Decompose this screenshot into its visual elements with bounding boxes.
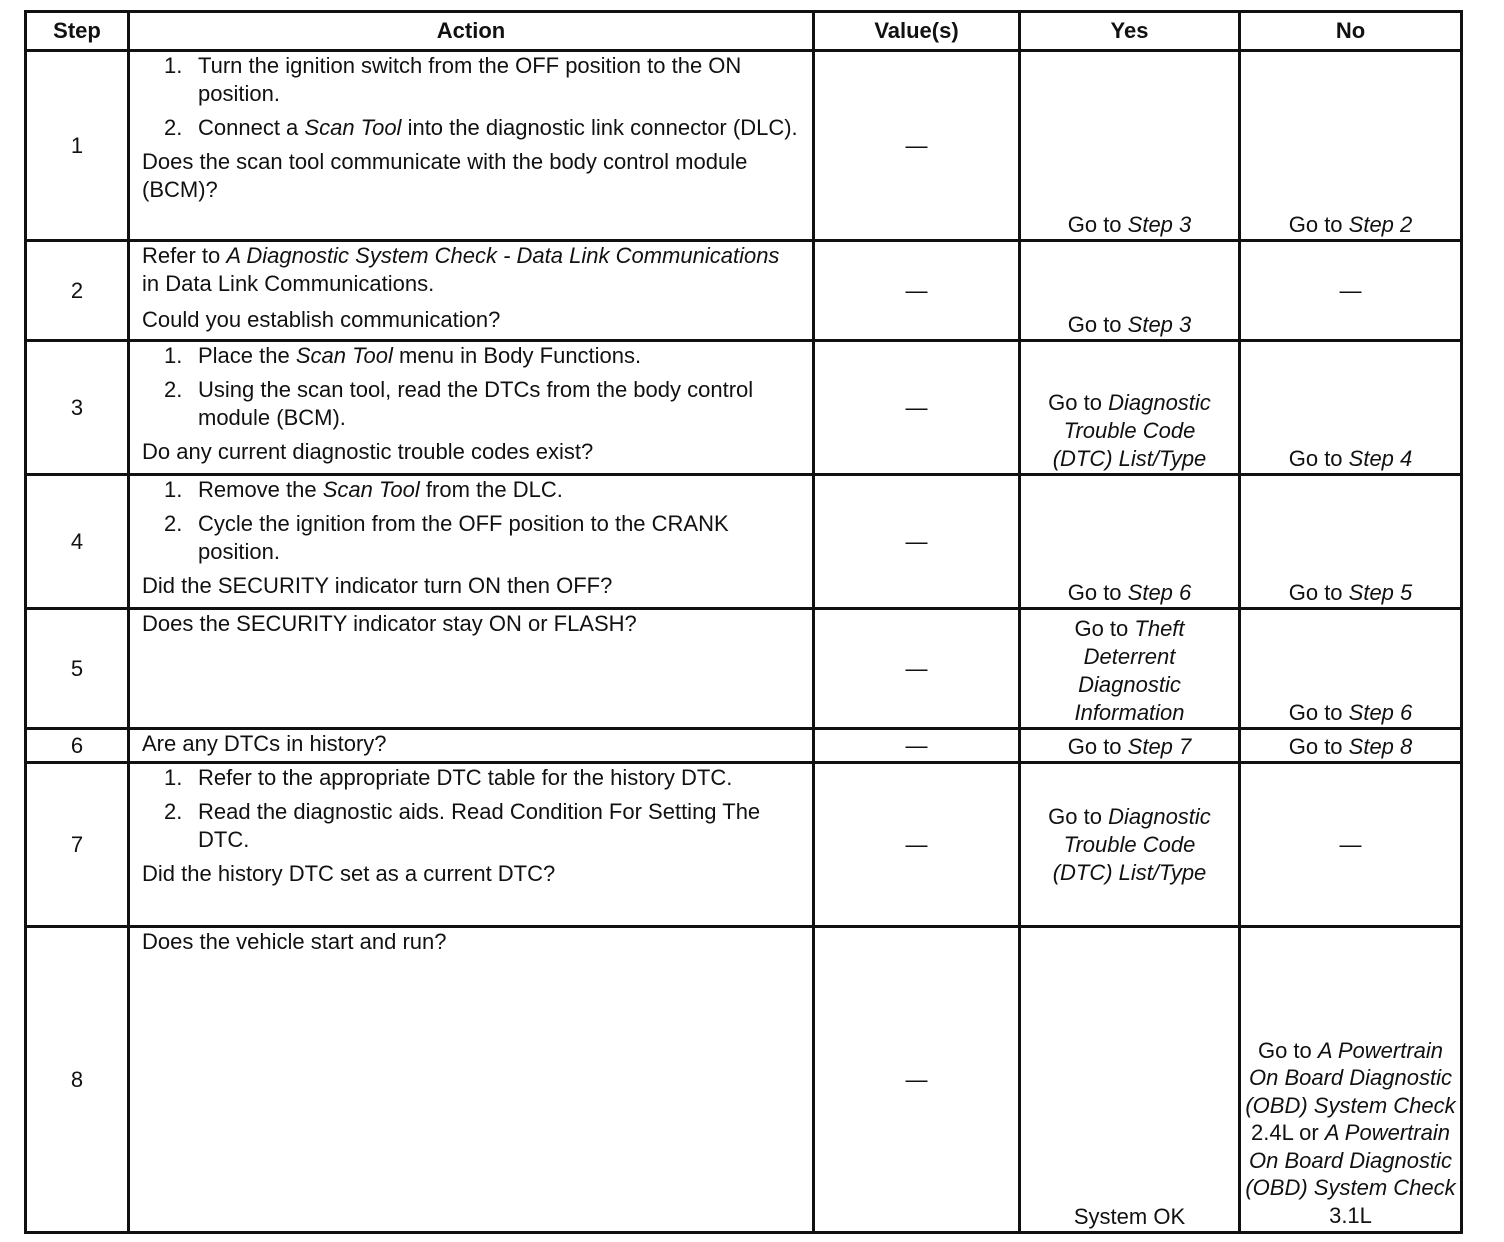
action-question: Did the SECURITY indicator turn ON then OFF? xyxy=(142,573,613,598)
action-cell xyxy=(129,609,814,729)
action-question: Could you establish communication? xyxy=(142,307,501,332)
step-number: 8 xyxy=(26,927,129,1233)
action-cell xyxy=(129,729,814,763)
header-step: Step xyxy=(26,12,129,51)
no-cell: Go to A Powertrain On Board Diagnostic (OBD) System Check 2.4L or A Powertrain On Board Diagnostic (OBD) System Check 3.1L xyxy=(1240,927,1462,1233)
no-cell: Go to Step 2 xyxy=(1240,51,1462,241)
action-substep: 2. Using the scan tool, read the DTCs from the body control module (BCM). xyxy=(164,377,754,430)
theft-deterrent-link[interactable]: Theft Deterrent Diagnostic Information xyxy=(1074,616,1185,725)
action-reference: Refer to A Diagnostic System Check - Data Link Communications in Data Link Communications. xyxy=(142,243,780,296)
action-cell xyxy=(129,475,814,609)
no-cell: Go to Step 4 xyxy=(1240,341,1462,475)
step-number: 1 xyxy=(26,51,129,241)
value-cell: — xyxy=(814,729,1020,763)
step-link[interactable]: Step 7 xyxy=(1127,734,1192,759)
step-number: 7 xyxy=(26,763,129,927)
no-cell: — xyxy=(1240,763,1462,927)
step-number: 5 xyxy=(26,609,129,729)
action-substep: 1. Place the Scan Tool menu in Body Functions. xyxy=(164,343,642,368)
table-row xyxy=(26,763,1462,927)
action-substep: 2. Read the diagnostic aids. Read Condition For Setting The DTC. xyxy=(164,799,761,852)
step-link[interactable]: Step 6 xyxy=(1348,700,1413,725)
yes-cell: Go to Step 7 xyxy=(1020,729,1240,763)
header-no: No xyxy=(1240,12,1462,51)
value-cell: — xyxy=(814,51,1020,241)
action-question: Does the vehicle start and run? xyxy=(142,929,447,954)
step-link[interactable]: Step 8 xyxy=(1348,734,1413,759)
value-cell: — xyxy=(814,927,1020,1233)
action-substep: 2. Cycle the ignition from the OFF position to the CRANK position. xyxy=(164,511,729,564)
action-substep: 1. Remove the Scan Tool from the DLC. xyxy=(164,477,563,502)
yes-cell: Go to Step 3 xyxy=(1020,241,1240,341)
action-substep: 2. Connect a Scan Tool into the diagnostic link connector (DLC). xyxy=(164,115,798,140)
table-row xyxy=(26,341,1462,475)
dtc-list-link[interactable]: Diagnostic Trouble Code (DTC) List/Type xyxy=(1052,390,1211,471)
action-cell xyxy=(129,341,814,475)
no-cell: Go to Step 8 xyxy=(1240,729,1462,763)
step-link[interactable]: Step 4 xyxy=(1348,446,1413,471)
yes-cell: Go to Diagnostic Trouble Code (DTC) List/Type xyxy=(1020,763,1240,927)
no-cell: Go to Step 5 xyxy=(1240,475,1462,609)
value-cell: — xyxy=(814,475,1020,609)
action-cell xyxy=(129,241,814,341)
step-number: 2 xyxy=(26,241,129,341)
action-substep: 1. Refer to the appropriate DTC table for the history DTC. xyxy=(164,765,733,790)
step-number: 4 xyxy=(26,475,129,609)
step-link[interactable]: Step 5 xyxy=(1348,580,1413,605)
value-cell: — xyxy=(814,241,1020,341)
header-yes: Yes xyxy=(1020,12,1240,51)
action-cell xyxy=(129,927,814,1233)
table-row xyxy=(26,475,1462,609)
step-number: 6 xyxy=(26,729,129,763)
action-cell xyxy=(129,51,814,241)
value-cell: — xyxy=(814,341,1020,475)
doc-link[interactable]: A Diagnostic System Check - Data Link Communications xyxy=(226,243,780,268)
diagnostic-table xyxy=(24,10,1463,1234)
action-substep: 1. Turn the ignition switch from the OFF position to the ON position. xyxy=(164,53,742,106)
header-values: Value(s) xyxy=(814,12,1020,51)
yes-cell: System OK xyxy=(1020,927,1240,1233)
value-cell: — xyxy=(814,609,1020,729)
header-action: Action xyxy=(129,12,814,51)
step-link[interactable]: Step 2 xyxy=(1348,212,1413,237)
yes-cell: Go to Step 6 xyxy=(1020,475,1240,609)
no-cell: — xyxy=(1240,241,1462,341)
action-cell xyxy=(129,763,814,927)
step-link[interactable]: Step 3 xyxy=(1127,212,1192,237)
table-row xyxy=(26,927,1462,1233)
action-question: Are any DTCs in history? xyxy=(142,731,387,756)
table-row xyxy=(26,729,1462,763)
obd-check-link-2-4l[interactable]: A Powertrain On Board Diagnostic (OBD) System Check xyxy=(1245,1037,1456,1118)
table-row xyxy=(26,51,1462,241)
header-row xyxy=(26,12,1462,51)
table-row xyxy=(26,609,1462,729)
action-question: Does the scan tool communicate with the body control module (BCM)? xyxy=(142,149,748,202)
obd-check-link-3-1l[interactable]: A Powertrain On Board Diagnostic (OBD) System Check xyxy=(1245,1120,1456,1200)
action-question: Do any current diagnostic trouble codes exist? xyxy=(142,439,594,464)
dtc-list-link[interactable]: Diagnostic Trouble Code (DTC) List/Type xyxy=(1052,803,1211,885)
yes-cell: Go to Diagnostic Trouble Code (DTC) List/Type xyxy=(1020,341,1240,475)
value-cell: — xyxy=(814,763,1020,927)
step-link[interactable]: Step 3 xyxy=(1127,312,1192,337)
yes-cell: Go to Theft Deterrent Diagnostic Information xyxy=(1020,609,1240,729)
yes-cell: Go to Step 3 xyxy=(1020,51,1240,241)
table-row xyxy=(26,241,1462,341)
step-link[interactable]: Step 6 xyxy=(1127,580,1192,605)
no-cell: Go to Step 6 xyxy=(1240,609,1462,729)
action-question: Did the history DTC set as a current DTC? xyxy=(142,861,556,886)
step-number: 3 xyxy=(26,341,129,475)
action-question: Does the SECURITY indicator stay ON or FLASH? xyxy=(142,611,637,636)
